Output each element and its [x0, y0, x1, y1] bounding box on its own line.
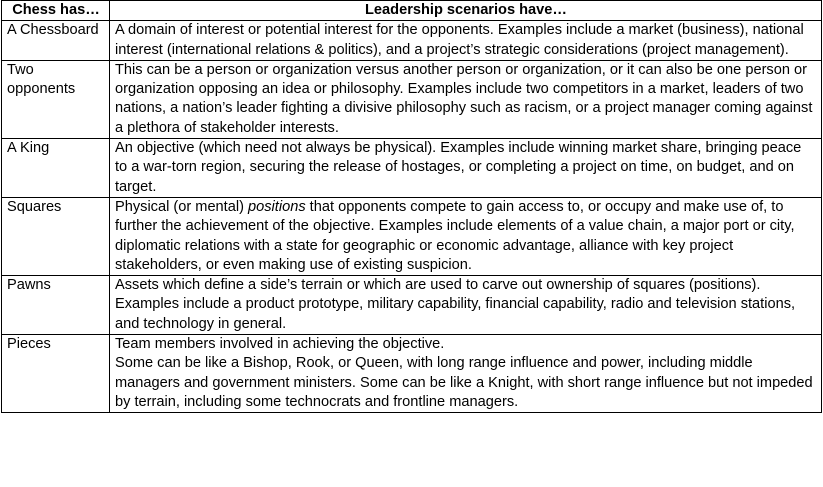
row-description [110, 335, 822, 413]
table-row [2, 21, 822, 61]
row-term: A King [2, 139, 110, 198]
row-term: A Chessboard [2, 21, 110, 61]
row-description: Assets which define a side’s terrain or which are used to carve out ownership of squares (positions). Examples include a product prototype, military capability, financial capability, radio and television stations, and technology in general. [110, 276, 822, 335]
row-term: Squares [2, 197, 110, 275]
header-row [2, 1, 822, 21]
header-chess: Chess has… [2, 1, 110, 21]
desc-paragraph: Some can be like a Bishop, Rook, or Queen, with long range influence and power, including middle managers and government ministers. Some can be like a Knight, with short range influence but not impeded by terrain, including some technocrats and frontline managers. [115, 355, 813, 410]
table-row [2, 60, 822, 138]
row-description: This can be a person or organization versus another person or organization, or it can also be one person or organization opposing an idea or philosophy. Examples include two competitors in a market, leaders of two nations, a nation’s leader fighting a divisive philosophy such as racism, or a project manager coming against a plethora of stakeholder interests. [110, 60, 822, 138]
header-leadership: Leadership scenarios have… [110, 1, 822, 21]
desc-text: that opponents compete to gain access to, or occupy and make use of, to further the achievement of the objective. Examples include elements of a value chain, a major port or city, diplomatic relations with a state for geographic or economic advantage, alliance with key project stakeholders, or even making use of existing suspicion. [115, 198, 795, 273]
desc-emphasis: positions [248, 198, 306, 215]
row-description [110, 197, 822, 275]
table-row [2, 139, 822, 198]
row-term: Pawns [2, 276, 110, 335]
row-term: Pieces [2, 335, 110, 413]
row-term: Two opponents [2, 60, 110, 138]
desc-paragraph: Team members involved in achieving the objective. [115, 336, 445, 353]
desc-text: Physical (or mental) [115, 198, 249, 215]
chess-leadership-table [1, 0, 822, 413]
table-row [2, 197, 822, 275]
table-row [2, 335, 822, 413]
table-row [2, 276, 822, 335]
row-description: A domain of interest or potential interest for the opponents. Examples include a market (business), national interest (international relations & politics), and a project’s strategic considerations (project management). [110, 21, 822, 61]
row-description: An objective (which need not always be physical). Examples include winning market share, bringing peace to a war-torn region, securing the release of hostages, or completing a project on time, on budget, and on target. [110, 139, 822, 198]
